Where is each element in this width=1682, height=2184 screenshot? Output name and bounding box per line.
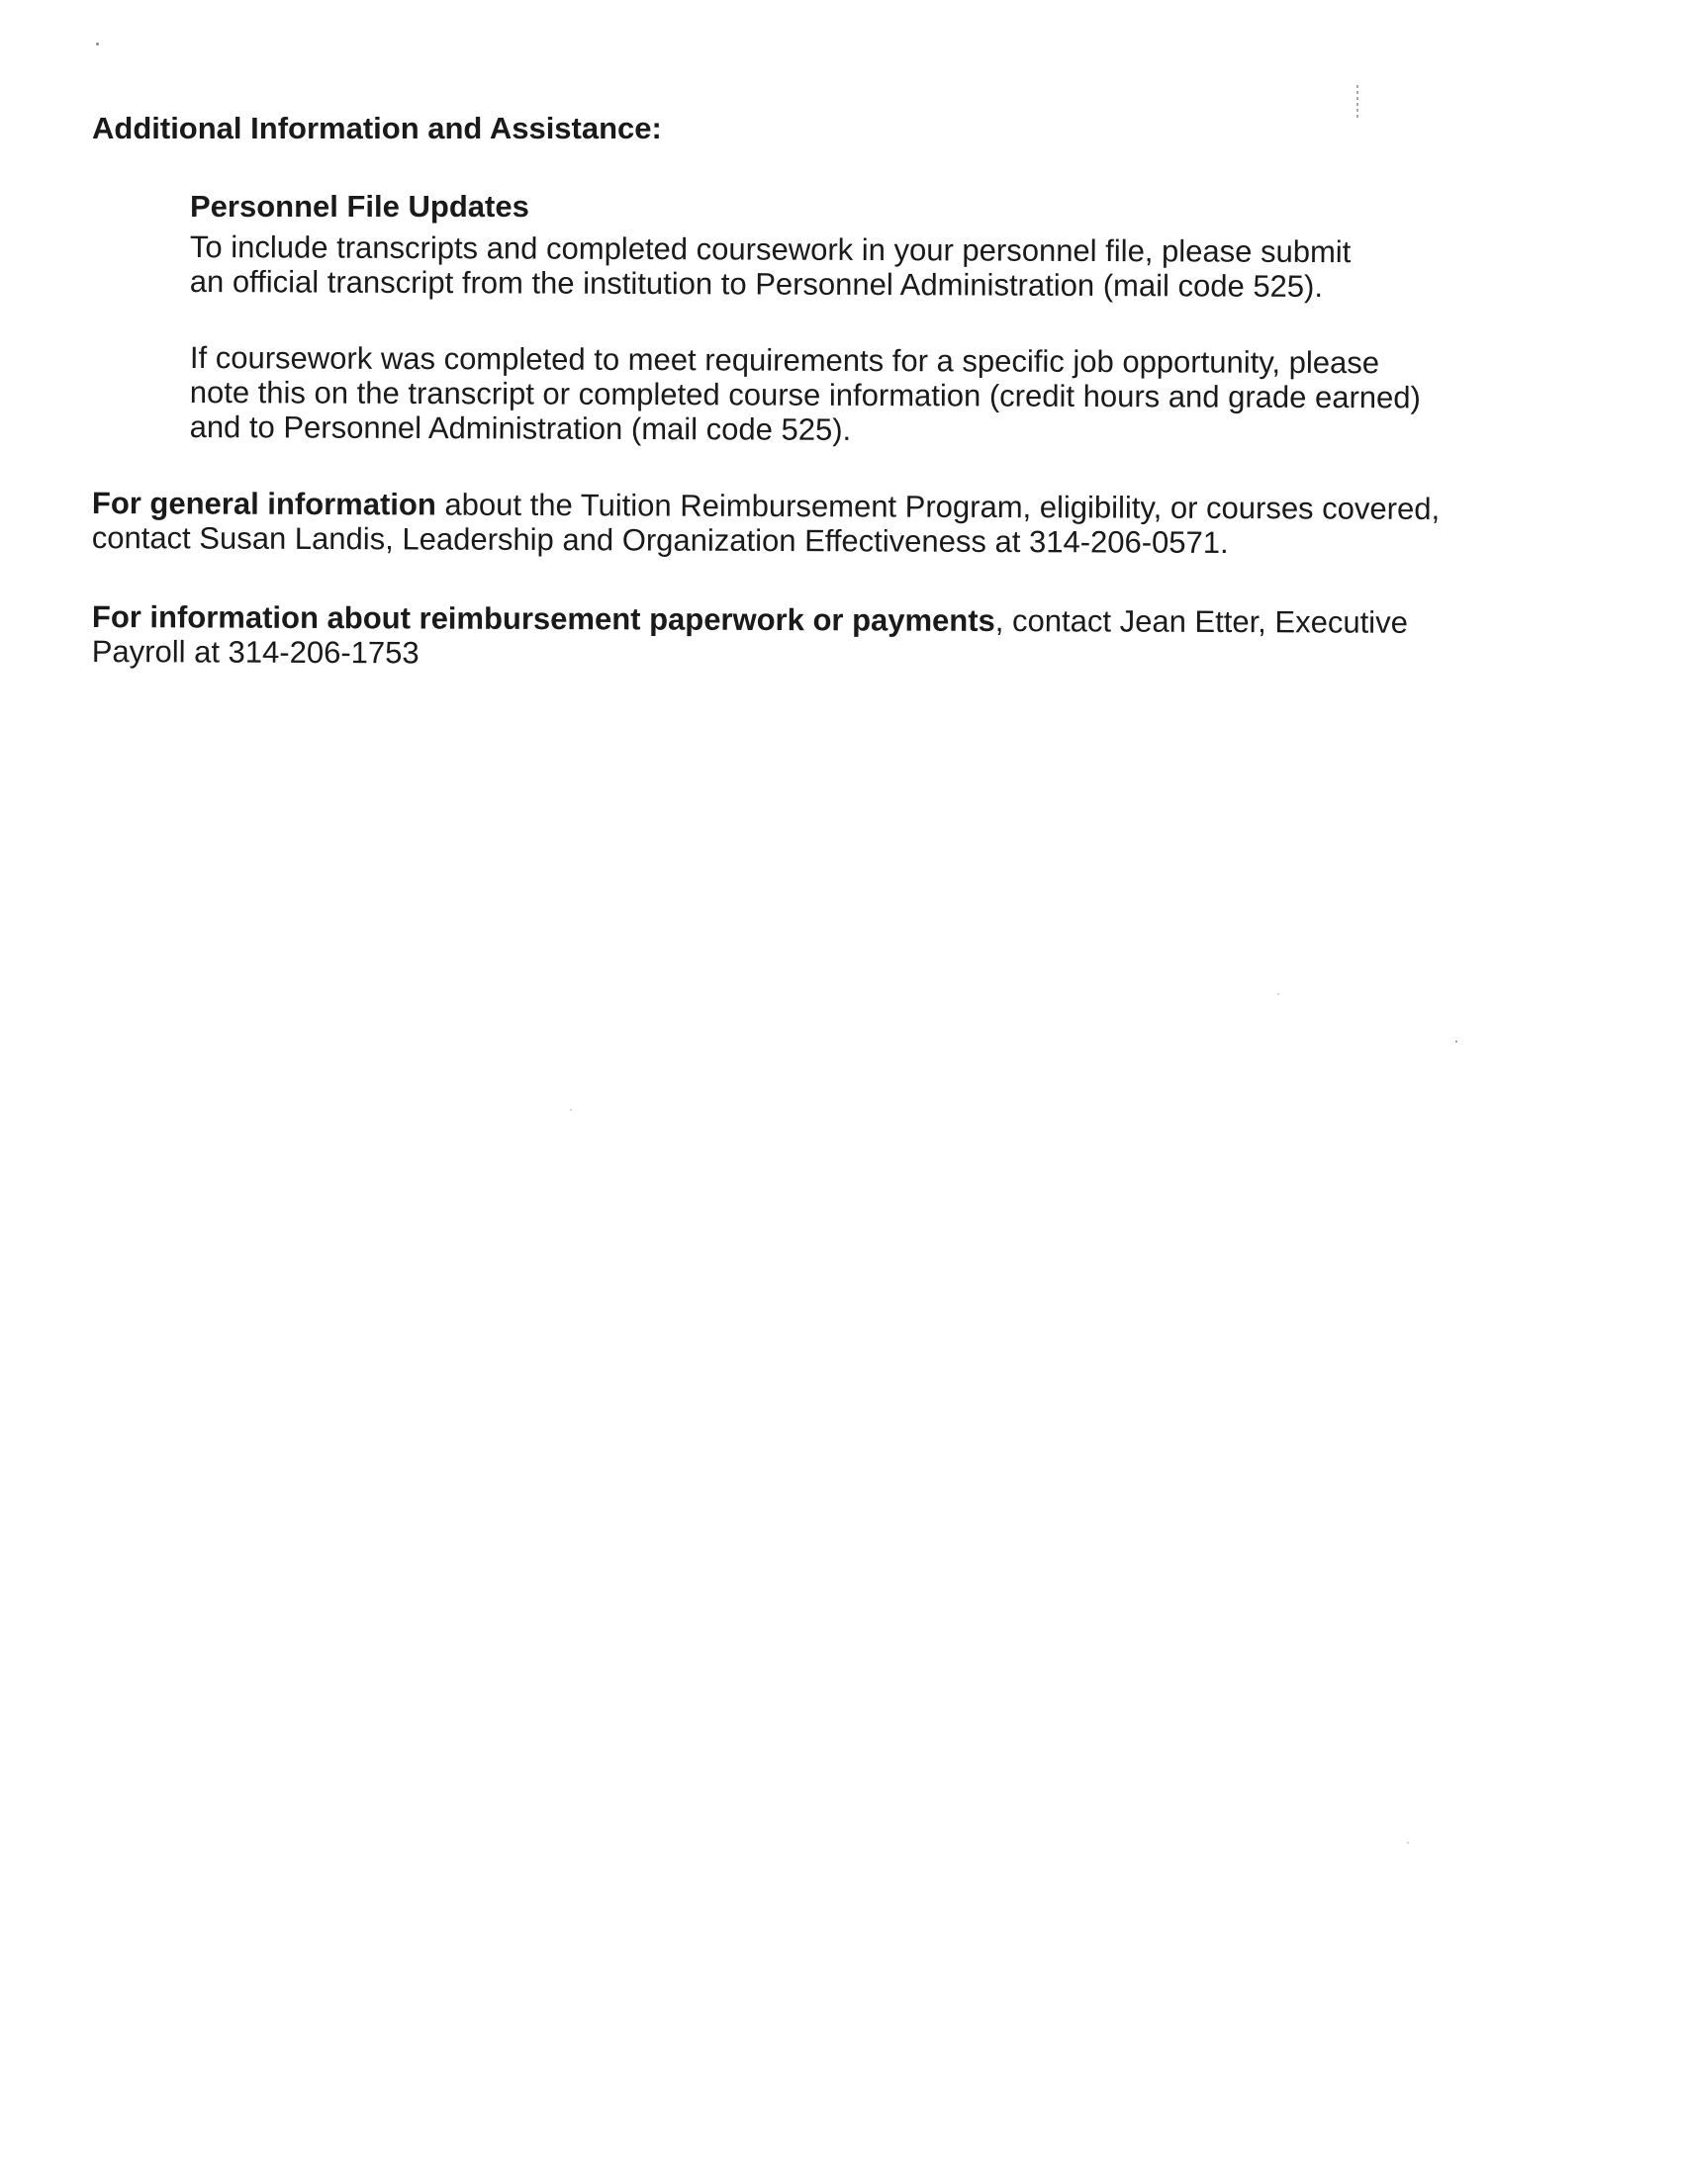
general-information-paragraph	[92, 486, 1440, 561]
scan-speck	[570, 1109, 572, 1111]
general-information-lead: For general information	[91, 486, 436, 522]
scan-speck	[1407, 1842, 1409, 1844]
personnel-paragraph-1	[190, 229, 1352, 304]
section-heading: Additional Information and Assistance:	[92, 111, 662, 145]
personnel-paragraph-2	[190, 340, 1422, 449]
payment-information-paragraph	[92, 599, 1408, 675]
personnel-file-updates-title: Personnel File Updates	[190, 189, 529, 224]
general-information-text: about the Tuition Reimbursement Program, eligibility, or courses covered,	[435, 487, 1441, 526]
payment-information-text: , contact Jean Etter, Executive	[994, 602, 1408, 640]
payment-information-lead: For information about reimbursement paperwork or payments	[91, 599, 995, 638]
scan-speck	[96, 43, 99, 46]
text-line: note this on the transcript or completed course information (credit hours and grade earned)	[189, 374, 1421, 415]
text-line	[92, 486, 1440, 526]
text-line: contact Susan Landis, Leadership and Organization Effectiveness at 314-206-0571.	[91, 519, 1229, 561]
text-line: If coursework was completed to meet requirements for a specific job opportunity, please	[189, 340, 1380, 381]
text-line: Payroll at 314-206-1753	[91, 633, 420, 671]
scan-speck	[1455, 1041, 1457, 1043]
text-line	[92, 599, 1408, 640]
scan-speck	[1277, 993, 1279, 995]
text-line: an official transcript from the institution to Personnel Administration (mail code 525).	[189, 263, 1324, 304]
scan-dotted-mark	[1356, 85, 1358, 119]
text-line: To include transcripts and completed coursework in your personnel file, please submit	[189, 229, 1352, 270]
text-line: and to Personnel Administration (mail code 525).	[189, 409, 852, 447]
